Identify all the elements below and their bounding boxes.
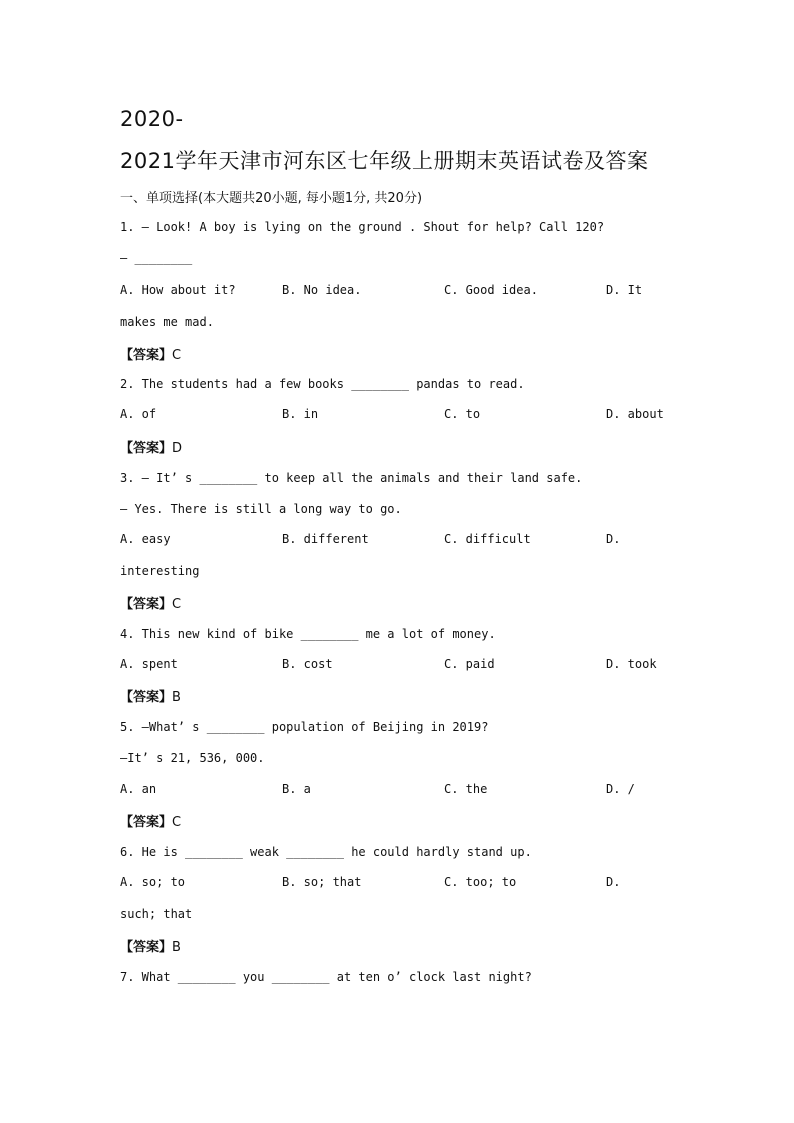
question-1-stem: 1. — Look! A boy is lying on the ground . Shout for help? Call 120? (120, 220, 605, 234)
answer-value: C (172, 597, 182, 612)
option-c: C. paid (444, 657, 495, 671)
question-3-stem: 3. — It’ s ________ to keep all the animals and their land safe. (120, 471, 583, 485)
question-4-options (120, 657, 680, 673)
answer-label: 【答案】 (120, 348, 173, 363)
question-5-answer (120, 811, 181, 830)
answer-value: C (172, 815, 182, 830)
question-5-stem: 5. —What’ s ________ population of Beijing in 2019? (120, 720, 489, 734)
section-heading: 一、单项选择(本大题共20小题, 每小题1分, 共20分) (120, 191, 423, 206)
option-a: A. an (120, 782, 157, 796)
option-d: D. It (606, 283, 643, 297)
option-b: B. in (282, 407, 319, 421)
question-2-options (120, 407, 680, 423)
option-c: C. the (444, 782, 488, 796)
question-5-options (120, 782, 680, 798)
question-1-option-overflow: makes me mad. (120, 315, 214, 329)
question-1-answer (120, 344, 181, 363)
option-d: D. (606, 875, 621, 889)
question-7-stem: 7. What ________ you ________ at ten o’ clock last night? (120, 970, 532, 984)
answer-label: 【答案】 (120, 597, 173, 612)
answer-value: B (172, 690, 181, 705)
question-5-response: —It’ s 21, 536, 000. (120, 751, 265, 765)
option-a: A. of (120, 407, 157, 421)
option-d: D. took (606, 657, 657, 671)
option-c: C. difficult (444, 532, 531, 546)
question-3-option-overflow: interesting (120, 564, 200, 578)
question-2-answer (120, 437, 182, 456)
question-1-options (120, 283, 680, 299)
question-3-response: — Yes. There is still a long way to go. (120, 502, 402, 516)
option-a: A. easy (120, 532, 171, 546)
option-a: A. so; to (120, 875, 186, 889)
option-b: B. a (282, 782, 311, 796)
question-3-options (120, 532, 680, 548)
answer-value: C (172, 348, 182, 363)
option-a: A. How about it? (120, 283, 236, 297)
question-6-stem: 6. He is ________ weak ________ he could hardly stand up. (120, 845, 532, 859)
question-4-stem: 4. This new kind of bike ________ me a lot of money. (120, 627, 496, 641)
option-d: D. (606, 532, 621, 546)
option-d: D. about (606, 407, 664, 421)
answer-label: 【答案】 (120, 815, 173, 830)
option-c: C. too; to (444, 875, 517, 889)
answer-value: D (172, 441, 183, 456)
option-b: B. so; that (282, 875, 362, 889)
question-6-option-overflow: such; that (120, 907, 193, 921)
question-6-answer (120, 936, 181, 955)
option-a: A. spent (120, 657, 178, 671)
option-b: B. No idea. (282, 283, 362, 297)
question-4-answer (120, 686, 181, 705)
answer-value: B (172, 940, 181, 955)
document-title-line-1: 2020- (120, 107, 184, 131)
question-1-response: — ________ (120, 251, 193, 265)
option-b: B. cost (282, 657, 333, 671)
question-3-answer (120, 593, 181, 612)
question-2-stem: 2. The students had a few books ________ pandas to read. (120, 377, 525, 391)
document-title-line-2: 2021学年天津市河东区七年级上册期末英语试卷及答案 (120, 149, 649, 173)
answer-label: 【答案】 (120, 690, 173, 705)
answer-label: 【答案】 (120, 940, 173, 955)
answer-label: 【答案】 (120, 441, 173, 456)
option-b: B. different (282, 532, 369, 546)
option-c: C. Good idea. (444, 283, 538, 297)
option-c: C. to (444, 407, 481, 421)
question-6-options (120, 875, 680, 891)
option-d: D. / (606, 782, 635, 796)
